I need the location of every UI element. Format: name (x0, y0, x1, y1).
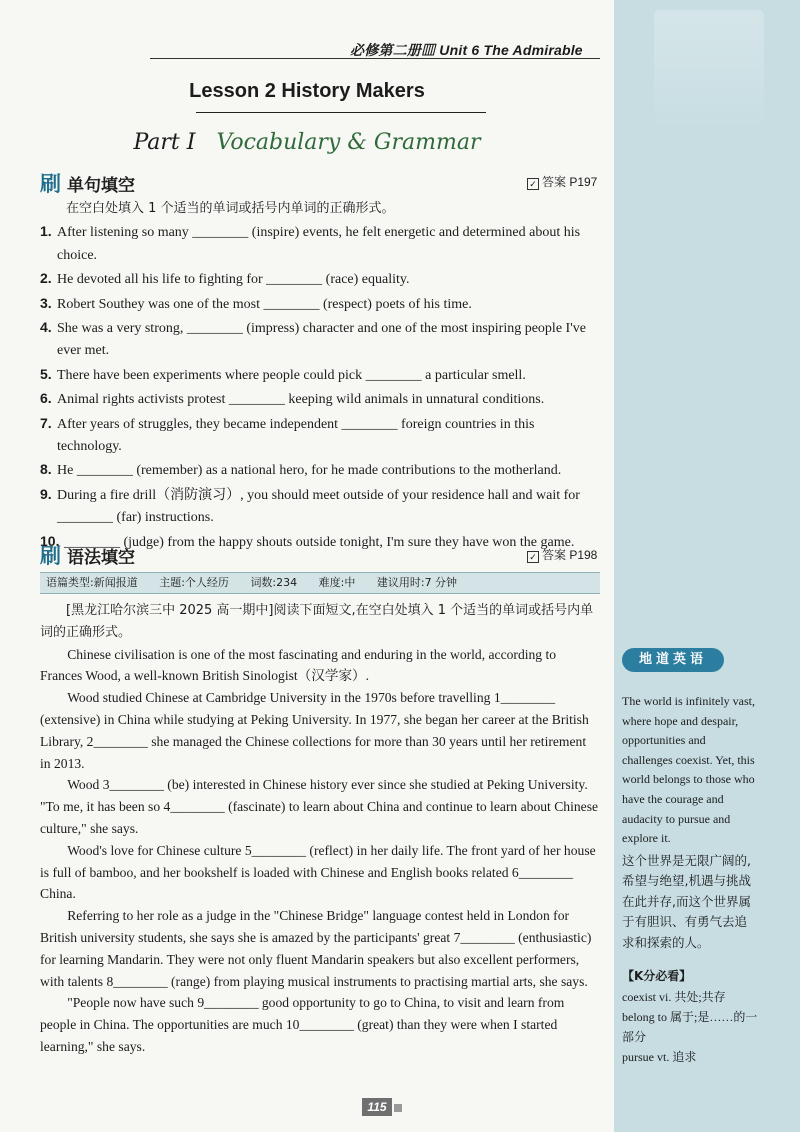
time-label: 建议用时:7 分钟 (376, 576, 458, 589)
section1-title-text: 单句填空 (67, 176, 135, 196)
passage-info-bar (40, 572, 600, 594)
question-text: Robert Southey was one of the most ________ (respect) poets of his time. (57, 296, 472, 312)
vocab-item: belong to 属于;是……的一部分 (622, 1009, 758, 1044)
sidebar-k-title: 【K分必看】 (622, 969, 692, 984)
section2-instruction: [黑龙江哈尔滨三中 2025 高一期中]阅读下面短文,在空白处填入 1 个适当的单词或括号内单词的正确形式。 (40, 603, 594, 640)
sidebar-quote-zh: 这个世界是无限广阔的,希望与绝望,机遇与挑战在此并存,而这个世界属于有胆识、有勇气去追求和探索的人。 (622, 852, 751, 950)
shua-icon: 刷 (40, 172, 61, 196)
page-number: 115 (362, 1098, 392, 1116)
question-item (40, 363, 600, 387)
header-rule (150, 58, 600, 59)
passage-paragraph: Wood 3________ (be) interested in Chinese history ever since she studied at Peking University. "To me, it has been so 4________ (fascinate) to learn about China and continue to learn about Chinese culture," she says. (40, 777, 599, 836)
passage-paragraph: "People now have such 9________ good opportunity to go to China, to visit and learn from people in China. The opportunities are much 10________ (great) than they were when I started learning," she says. (40, 995, 565, 1054)
question-item (40, 483, 600, 530)
vocab-item: coexist vi. 共处;共存 (622, 989, 726, 1004)
lesson-rule (196, 112, 486, 113)
passage-paragraph: Wood studied Chinese at Cambridge University in the 1970s before travelling 1________ (extensive) in China while studying at Peking University. In 1977, she began her career at the British Library, 2________ she managed the Chinese collections for more than 30 years until her retirement in 2013. (40, 690, 589, 771)
section1-body (40, 198, 600, 554)
sidebar-tag: 地道英语 (622, 648, 724, 672)
question-item (40, 316, 600, 363)
running-header: 必修第二册▥ Unit 6 The Admirable (350, 42, 583, 58)
question-number: 5. (40, 365, 52, 382)
question-text: After years of struggles, they became independent ________ foreign countries in this technology. (57, 416, 535, 455)
question-text: ________ (judge) from the happy shouts outside tonight, I'm sure they have won the game. (64, 534, 575, 550)
question-number: 2. (40, 270, 52, 287)
question-item (40, 220, 600, 267)
question-item (40, 458, 600, 482)
decorative-illustration (654, 10, 764, 130)
passage-paragraph: Referring to her role as a judge in the "Chinese Bridge" language contest held in London for British university students, she says she is amazed by the participants' great 7________ (enthusiastic) for learning Mandarin. They were not only fluent Mandarin speakers but also excellent performers, with talents 8________ (range) from playing musical instruments to practising martial arts, she says. (40, 908, 592, 989)
section2-title (40, 540, 135, 570)
part-prefix: Part I (133, 130, 196, 155)
question-number: 8. (40, 461, 52, 478)
question-item (40, 412, 600, 459)
difficulty-label: 难度:中 (318, 576, 356, 589)
check-icon: ✓ (527, 551, 539, 563)
sidebar-content (622, 692, 758, 1067)
question-number: 9. (40, 485, 52, 502)
section1-answer-text: 答案 P197 (542, 175, 598, 189)
question-text: After listening so many ________ (inspire) events, he felt energetic and determined about his choice. (57, 225, 581, 263)
question-text: There have been experiments where people could pick ________ a particular smell. (57, 367, 526, 383)
question-text: He ________ (remember) as a national hero, for he made contributions to the motherland. (57, 463, 562, 479)
part-heading (0, 130, 614, 155)
lesson-title: Lesson 2 History Makers (189, 80, 425, 102)
vocab-item: pursue vt. 追求 (622, 1049, 697, 1064)
question-number: 10. (40, 532, 60, 549)
question-number: 4. (40, 319, 52, 336)
section2-body (40, 600, 600, 1058)
shua-icon: 刷 (40, 544, 61, 568)
question-number: 6. (40, 390, 52, 407)
page-number-deco (394, 1104, 402, 1112)
section2-answer-ref (527, 546, 597, 563)
question-text: She was a very strong, ________ (impress) character and one of the most inspiring people I've ever met. (57, 321, 586, 359)
topic-label: 主题:个人经历 (159, 576, 229, 589)
question-number: 3. (40, 294, 52, 311)
check-icon: ✓ (527, 178, 539, 190)
passage-paragraph: Chinese civilisation is one of the most fascinating and enduring in the world, according to Frances Wood, a well-known British Sinologist（汉学家）. (40, 646, 557, 684)
question-item (40, 292, 600, 316)
part-title: Vocabulary & Grammar (216, 130, 481, 155)
passage-paragraph: Wood's love for Chinese culture 5________ (reflect) in her daily life. The front yard of her house is full of bamboo, and her bookshelf is loaded with Chinese and English books related 6________ China. (40, 842, 596, 902)
section1-answer-ref (527, 173, 597, 190)
section2-title-text: 语法填空 (67, 548, 135, 568)
section1-instruction: 在空白处填入 1 个适当的单词或括号内单词的正确形式。 (66, 201, 395, 216)
question-text: During a fire drill（消防演习）, you should meet outside of your residence hall and wait for ________ (far) instructions. (57, 487, 580, 526)
section1-title (40, 168, 135, 198)
question-text: Animal rights activists protest ________ keeping wild animals in unnatural conditions. (57, 392, 545, 408)
question-text: He devoted all his life to fighting for ________ (race) equality. (57, 272, 410, 288)
question-item (40, 387, 600, 411)
sidebar-quote-en: The world is infinitely vast, where hope and despair, opportunities and challenges coexist. Yet, this world belongs to those who have the courage and audacity to pursue and explore it. (622, 694, 755, 846)
question-number: 7. (40, 414, 52, 431)
type-label: 语篇类型:新闻报道 (46, 576, 138, 589)
question-item (40, 267, 600, 291)
question-number: 1. (40, 223, 52, 240)
section2-answer-text: 答案 P198 (542, 548, 598, 562)
wordcount-label: 词数:234 (250, 576, 298, 589)
